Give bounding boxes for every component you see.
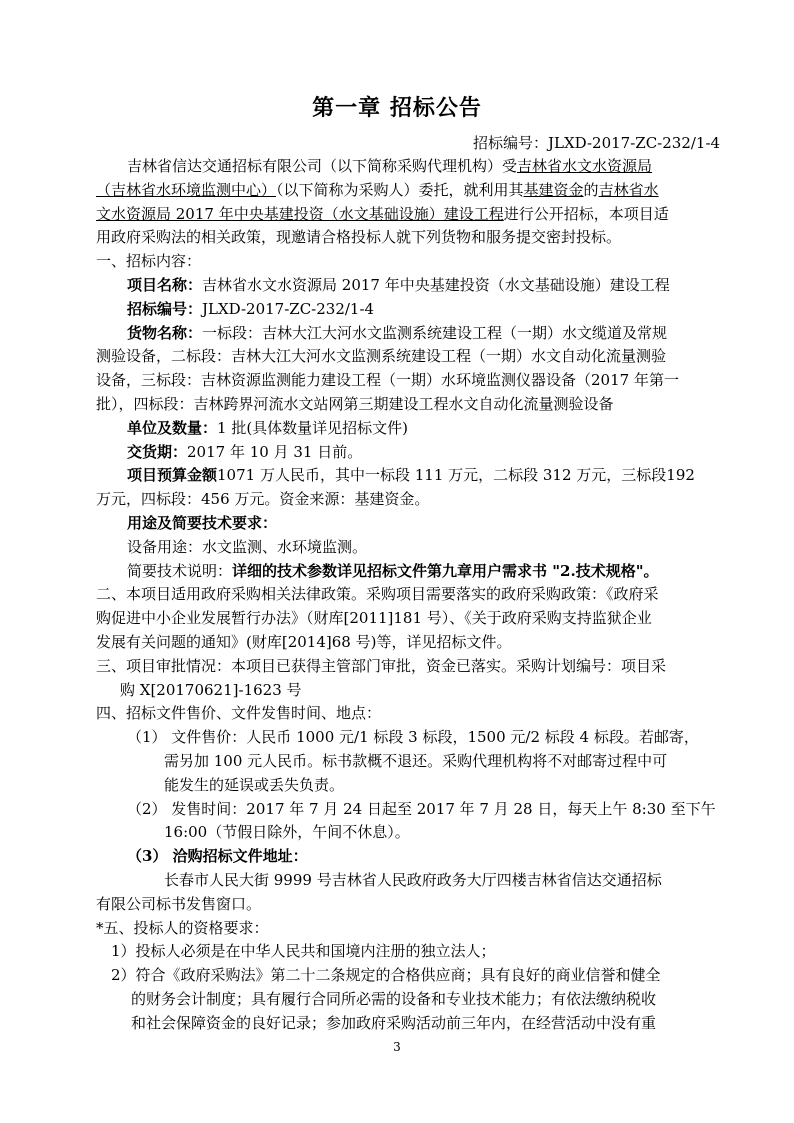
section-2-line-2: 购促进中小企业发展暂行办法》（财库[2011]181 号）、《关于政府采购支持监狱企业 bbox=[96, 609, 652, 628]
goods-line-4: 批），四标段：吉林跨界河流水文站网第三期建设工程水文自动化流量测验设备 bbox=[96, 395, 614, 413]
section-3-line-1: 三、项目审批情况：本项目已获得主管部门审批，资金已落实。采购计划编号：项目采 bbox=[96, 656, 667, 675]
requirement-2-line-1: 2）符合《政府采购法》第二十二条规定的合格供应商；具有良好的商业信誉和健全 bbox=[111, 966, 661, 985]
purchaser-subname: （吉林省水环境监测中心） bbox=[96, 180, 277, 199]
field-value: 2017 年 10 月 31 日前。 bbox=[187, 442, 363, 461]
field-label: 项目预算金额 bbox=[127, 466, 218, 485]
purchaser-name: 吉林省水文水资源局 bbox=[517, 157, 653, 175]
intro-line-2 bbox=[96, 178, 659, 203]
budget-row bbox=[127, 463, 695, 488]
intro-text: 吉林省信达交通招标有限公司（以下简称采购代理机构）受 bbox=[127, 157, 518, 175]
field-label: 简要技术说明： bbox=[127, 561, 233, 580]
requirement-2-line-3: 和社会保障资金的良好记录；参加政府采购活动前三年内，在经营活动中没有重 bbox=[131, 1013, 657, 1032]
project-name-inline: 吉林省水 bbox=[598, 180, 659, 199]
price-line-1: （1） 文件售价：人民币 1000 元/1 标段 3 标段，1500 元/2 标段 4 标段。若邮寄， bbox=[127, 728, 699, 747]
intro-text: 的 bbox=[583, 180, 599, 199]
field-label: 单位及数量： bbox=[127, 418, 218, 437]
field-value: 1071 万人民币，其中一标段 111 万元，二标段 312 万元，三标段192 bbox=[217, 466, 695, 485]
goods-line-3: 设备，三标段：吉林资源监测能力建设工程（一期）水环境监测仪器设备（2017 年第一 bbox=[96, 371, 679, 390]
sale-time-line-1: （2） 发售时间：2017 年 7 月 24 日起至 2017 年 7 月 28 日，每天上午 8:30 至下午 bbox=[127, 799, 716, 818]
budget-line-2: 万元，四标段：456 万元。资金来源：基建资金。 bbox=[96, 490, 430, 509]
usage-heading: 用途及简要技术要求： bbox=[127, 514, 278, 532]
field-label: 货物名称： bbox=[127, 323, 203, 342]
intro-line-4: 用政府采购法的相关政策，现邀请合格投标人就下列货物和服务提交密封投标。 bbox=[96, 228, 622, 247]
intro-text: （以下简称为采购人）委托，就利用其 bbox=[276, 180, 524, 199]
price-line-3: 能发生的延误或丢失负责。 bbox=[164, 775, 345, 794]
requirement-2-line-2: 的财务会计制度；具有履行合同所必需的设备和专业技术能力；有依法缴纳税收 bbox=[131, 990, 657, 1008]
field-value: 吉林省水文水资源局 2017 年中央基建投资（水文基础设施）建设工程 bbox=[202, 276, 670, 294]
section-1-heading: 一、招标内容： bbox=[96, 252, 202, 271]
intro-text: 进行公开招标，本项目适 bbox=[503, 204, 669, 223]
intro-line-1 bbox=[127, 154, 652, 179]
address-heading: （3） 洽购招标文件地址： bbox=[127, 847, 308, 866]
field-label: 招标编号： bbox=[127, 299, 203, 318]
bid-number: 招标编号：JLXD-2017-ZC-232/1-4 bbox=[473, 134, 721, 152]
project-name-inline: 文水资源局 2017 年中央基建投资（水文基础设施）建设工程 bbox=[96, 204, 504, 223]
intro-line-3 bbox=[96, 202, 669, 227]
page-number: 3 bbox=[393, 1040, 401, 1054]
bid-number-row bbox=[127, 297, 374, 322]
section-3-line-2: 购 X[20170621]-1623 号 bbox=[120, 680, 302, 699]
section-4-heading: 四、招标文件售价、文件发售时间、地点： bbox=[96, 704, 382, 723]
field-value: 1 批(具体数量详见招标文件) bbox=[217, 418, 409, 437]
field-value: 一标段：吉林大江大河水文监测系统建设工程（一期）水文缆道及常规 bbox=[202, 323, 668, 342]
goods-row bbox=[127, 321, 667, 346]
goods-line-2: 测验设备，二标段：吉林大江大河水文监测系统建设工程（一期）水文自动化流量测验 bbox=[96, 347, 667, 366]
field-value: 详细的技术参数详见招标文件第九章用户需求书 "2.技术规格"。 bbox=[232, 561, 659, 580]
sale-time-line-2: 16:00（节假日除外，午间不休息）。 bbox=[164, 823, 410, 842]
quantity-row bbox=[127, 416, 408, 441]
delivery-row bbox=[127, 440, 362, 465]
requirement-1: 1）投标人必须是在中华人民共和国境内注册的独立法人； bbox=[111, 942, 496, 961]
address-line-1: 长春市人民大街 9999 号吉林省人民政府政务大厅四楼吉林省信达交通招标 bbox=[164, 871, 662, 889]
usage-value: 设备用途：水文监测、水环境监测。 bbox=[127, 537, 368, 556]
price-line-2: 需另加 100 元人民币。标书款概不退还。采购代理机构将不对邮寄过程中可 bbox=[164, 752, 668, 770]
section-5-heading: *五、投标人的资格要求： bbox=[96, 918, 269, 937]
page-title: 第一章 招标公告 bbox=[312, 95, 482, 121]
tech-row bbox=[127, 559, 659, 584]
section-2-line-1: 二、本项目适用政府采购相关法律政策。采购项目需要落实的政府采购政策：《政府采 bbox=[96, 585, 659, 604]
address-line-2: 有限公司标书发售窗口。 bbox=[96, 894, 262, 913]
project-name-row bbox=[127, 273, 670, 298]
field-value: JLXD-2017-ZC-232/1-4 bbox=[202, 299, 375, 318]
field-label: 项目名称： bbox=[127, 276, 203, 294]
section-2-line-3: 发展有关问题的通知》(财库[2014]68 号)等，详见招标文件。 bbox=[96, 633, 512, 651]
fund-source: 基建资金 bbox=[523, 180, 584, 199]
field-label: 交货期： bbox=[127, 442, 188, 461]
